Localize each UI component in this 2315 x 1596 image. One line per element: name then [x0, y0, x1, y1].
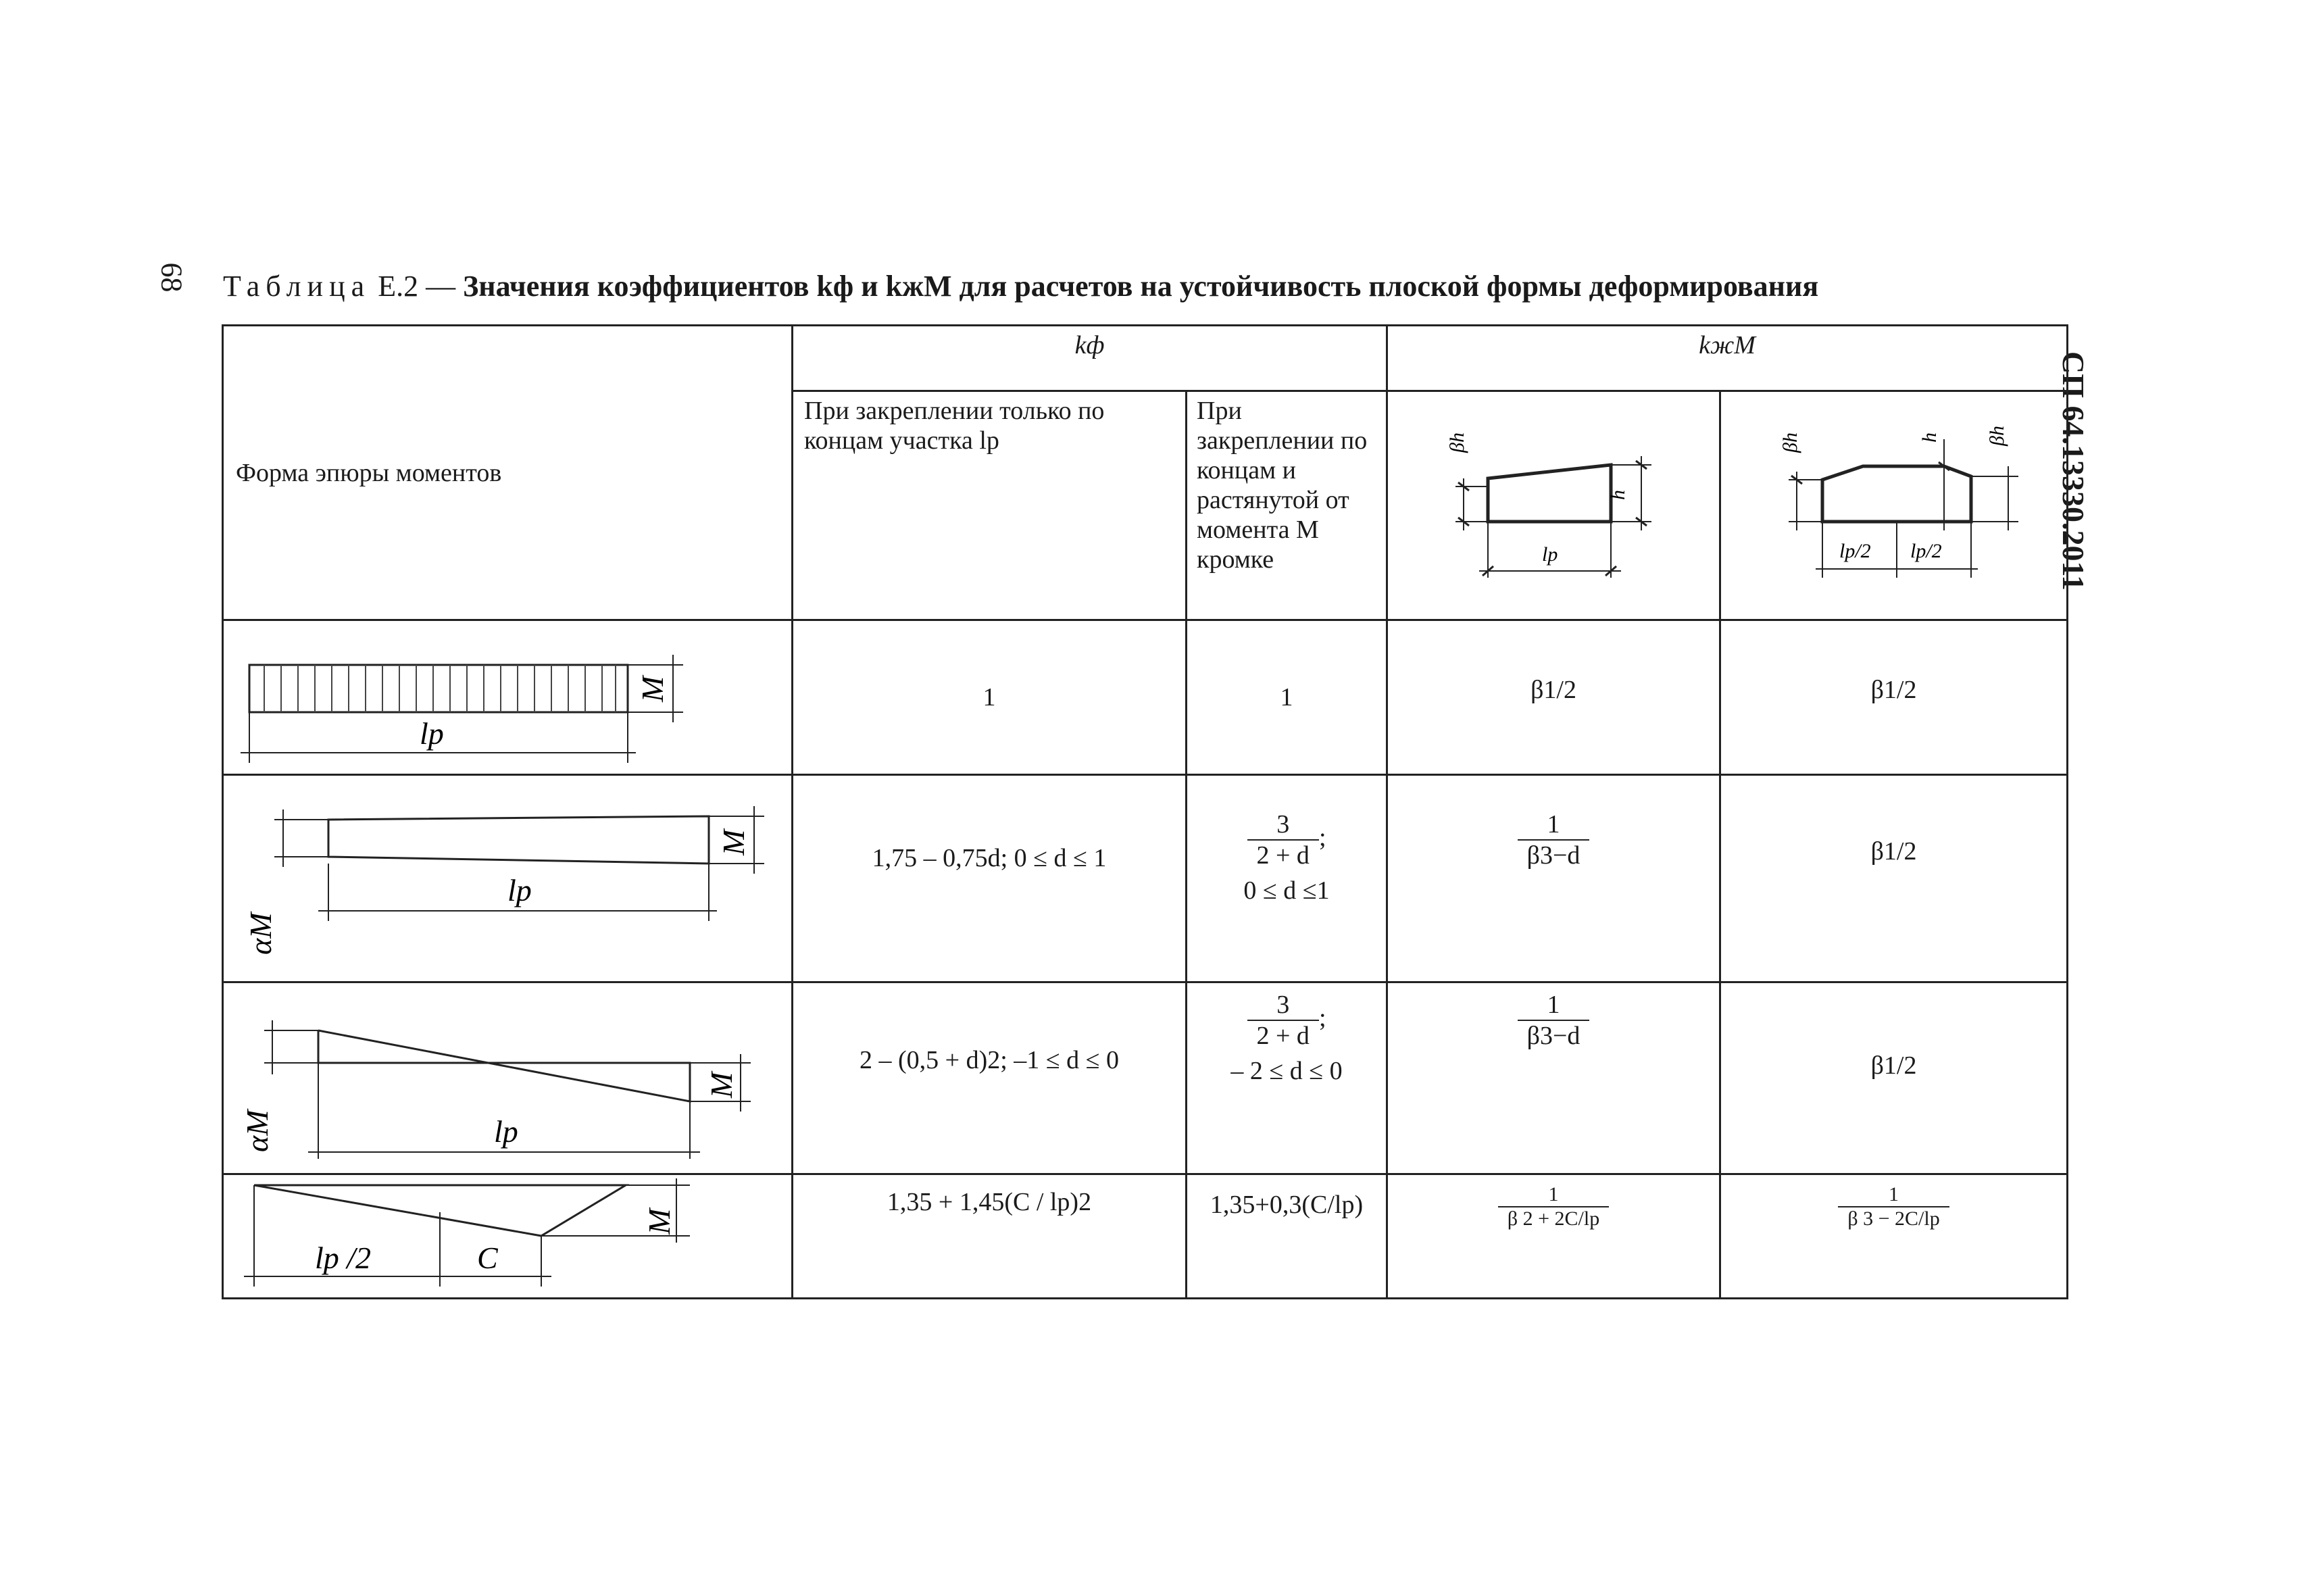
r1-kzhm-1: β1/2 [1387, 620, 1720, 775]
header-kf-ends-and-edge: При закреплении по концам и растянутой от момента М кромке [1187, 391, 1387, 620]
r1-kzhm-2: β1/2 [1720, 620, 2068, 775]
header-kzhm-diagram-2 [1720, 391, 2068, 620]
caption-title: Значения коэффициентов kф и kжМ для расчетов на устойчивость плоской формы деформирования [463, 270, 1819, 303]
r1-kf-ends: 1 [793, 620, 1187, 775]
caption-number: Е.2 — [378, 270, 456, 303]
triangle-moment-diagram [224, 1175, 791, 1291]
h-label: h [1918, 432, 1941, 443]
r2-kf-ends: 1,75 – 0,75d; 0 ≤ d ≤ 1 [793, 775, 1187, 982]
coefficients-table [222, 324, 2068, 1299]
lp-label: lр [1542, 543, 1558, 566]
shape-triangle [223, 1174, 793, 1299]
sign-change-moment-diagram [224, 983, 791, 1166]
caption-prefix: Таблица [223, 270, 371, 303]
r2-kf-edge: $\frac{3}{2 + d}$ ; 0 ≤ d ≤1 [1187, 775, 1387, 982]
header-shape: Форма эпюры моментов [223, 326, 793, 620]
header-kzhm-diagram-1 [1387, 391, 1720, 620]
m-label: M [704, 1072, 739, 1098]
h-label: h [1607, 490, 1630, 500]
shape-sign-change [223, 982, 793, 1174]
lp-half-label: lp /2 [315, 1241, 372, 1275]
r4-kzhm-2: $\frac{1}{\beta 3 - 2C/lр}$ [1720, 1174, 2068, 1299]
table-caption [223, 269, 1818, 303]
r4-kzhm-1: $\frac{1}{\beta 2 + 2C/lр}$ [1387, 1174, 1720, 1299]
lp-label: lp [420, 716, 444, 751]
header-kzhm: kжМ [1387, 326, 2068, 391]
r3-kf-edge: $\frac{3}{2 + d}$ ; – 2 ≤ d ≤ 0 [1187, 982, 1387, 1174]
document-id: СП 64.13330.2011 [2056, 351, 2091, 591]
alpha-m-label: αM [240, 1109, 274, 1152]
uniform-moment-diagram [224, 621, 791, 767]
r3-kzhm-1: $\frac{1}{\beta 3-d}$ [1387, 982, 1720, 1174]
r4-kf-edge: 1,35+0,3(C/lр) [1187, 1174, 1387, 1299]
m-label: M [635, 676, 670, 702]
shape-trapezoid [223, 775, 793, 982]
trapezoid-moment-diagram [224, 776, 791, 974]
gable-beam-diagram [1721, 392, 2066, 612]
c-label: C [477, 1241, 498, 1275]
r3-kf-ends: 2 – (0,5 + d)2; –1 ≤ d ≤ 0 [793, 982, 1187, 1174]
header-kf: kф [793, 326, 1387, 391]
r2-kzhm-2: β1/2 [1720, 775, 2068, 982]
r2-kzhm-1: $\frac{1}{\beta 3-d}$ [1387, 775, 1720, 982]
shape-uniform [223, 620, 793, 775]
m-label: M [642, 1208, 676, 1235]
beta-h-label-right: βh [1986, 426, 2009, 446]
alpha-m-label: αM [243, 912, 278, 955]
lp-label: lp [507, 873, 532, 907]
m-label: M [716, 829, 751, 855]
page-number: 68 [155, 262, 189, 293]
beta-h-label-left: βh [1779, 432, 1802, 453]
r4-kf-ends: 1,35 + 1,45(C / lр)2 [793, 1174, 1187, 1299]
lp-half-label-2: lр/2 [1910, 540, 1942, 562]
beta-h-label: βh [1446, 432, 1469, 453]
r1-kf-edge: 1 [1187, 620, 1387, 775]
lp-half-label-1: lр/2 [1839, 540, 1871, 562]
lp-label: lp [494, 1114, 518, 1149]
tapered-beam-diagram [1388, 392, 1719, 612]
r3-kzhm-2: β1/2 [1720, 982, 2068, 1174]
header-kf-ends-only: При закреплении только по концам участка lр [793, 391, 1187, 620]
